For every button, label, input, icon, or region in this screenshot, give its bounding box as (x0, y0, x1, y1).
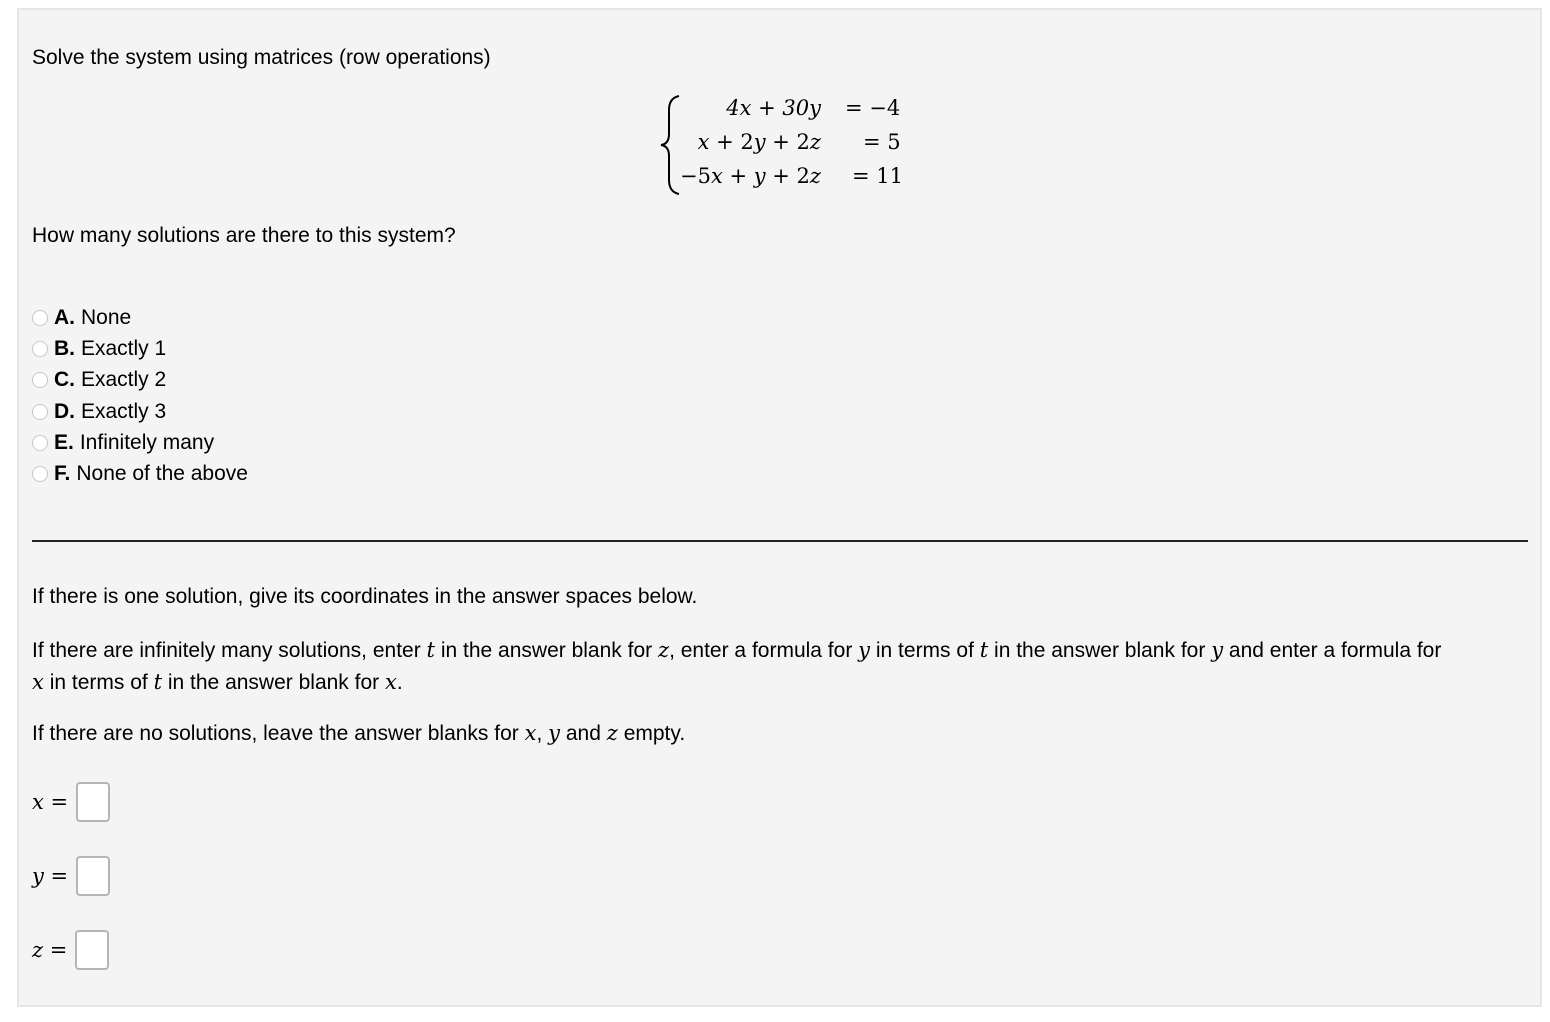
equation-1-rhs: = −4 (845, 96, 901, 120)
equation-system (655, 92, 915, 202)
answer-x-row (32, 780, 110, 824)
equation-2-lhs: x + 2y + 2z (697, 130, 821, 154)
answer-y-label: y = (32, 864, 69, 888)
equation-3-rhs: = 11 (852, 164, 903, 188)
answer-z-row (32, 928, 109, 972)
choice-a[interactable]: A. None (32, 304, 131, 332)
radio-button[interactable] (32, 404, 48, 420)
choice-c[interactable]: C. Exactly 2 (32, 366, 166, 394)
choice-d[interactable]: D. Exactly 3 (32, 398, 166, 426)
answer-z-label: z = (32, 938, 68, 962)
choice-e[interactable]: E. Infinitely many (32, 429, 214, 457)
equation-2-rhs: = 5 (863, 130, 901, 154)
problem-prompt: Solve the system using matrices (row operations) (32, 46, 491, 69)
instruction-no-solution: If there are no solutions, leave the answer blanks for x, y and z empty. (32, 721, 686, 745)
radio-button[interactable] (32, 341, 48, 357)
radio-button[interactable] (32, 310, 48, 326)
radio-button[interactable] (32, 435, 48, 451)
answer-y-row (32, 854, 110, 898)
section-divider (32, 540, 1528, 542)
question-text: How many solutions are there to this system? (32, 224, 456, 247)
answer-x-input[interactable] (76, 782, 110, 822)
radio-button[interactable] (32, 466, 48, 482)
instruction-one-solution: If there is one solution, give its coordinates in the answer spaces below. (32, 585, 698, 608)
answer-y-input[interactable] (76, 856, 110, 896)
equation-3-lhs: −5x + y + 2z (679, 164, 821, 188)
answer-z-input[interactable] (75, 930, 109, 970)
equation-1-lhs: 4x + 30y (726, 96, 821, 120)
choice-f[interactable]: F. None of the above (32, 460, 248, 488)
answer-x-label: x = (32, 790, 69, 814)
choice-b[interactable]: B. Exactly 1 (32, 335, 166, 363)
radio-button[interactable] (32, 372, 48, 388)
instruction-infinite-line2: x in terms of t in the answer blank for x. (32, 670, 403, 694)
instruction-infinite-line1: If there are infinitely many solutions, enter t in the answer blank for z, enter a formula for y in terms of t in the answer blank for y and enter a formula for (32, 638, 1442, 662)
